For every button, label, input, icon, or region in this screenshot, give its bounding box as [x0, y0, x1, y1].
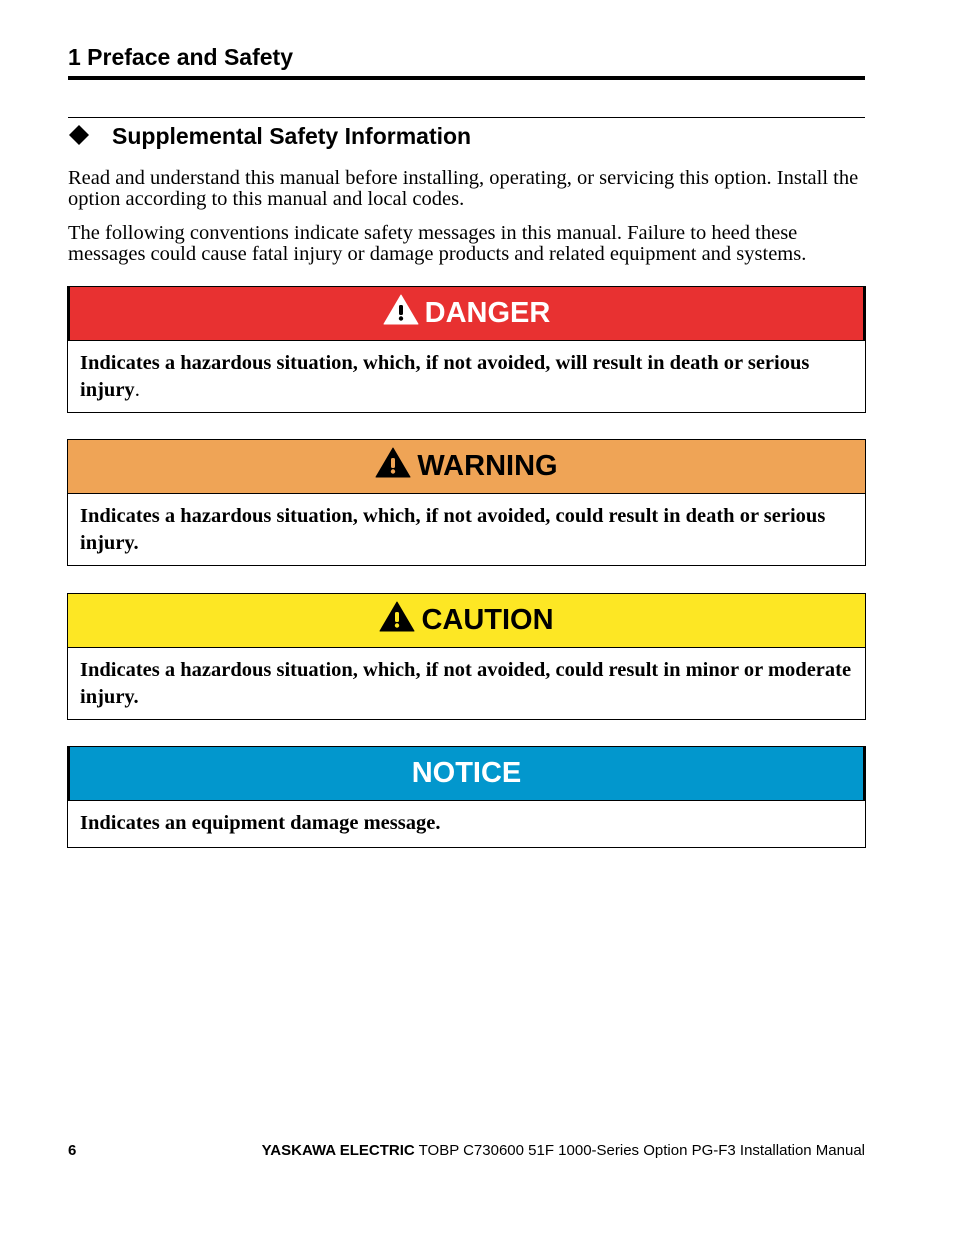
intro-paragraph: Read and understand this manual before installing, operating, or servicing this option. Install the option according to this manual and local codes. [68, 167, 859, 210]
conventions-paragraph: The following conventions indicate safety messages in this manual. Failure to heed these messages could cause fatal injury or damage products and related equipment and systems. [68, 222, 807, 265]
warning-body: Indicates a hazardous situation, which, if not avoided, could result in death or serious injury. [80, 505, 826, 554]
caution-box [67, 593, 866, 720]
chapter-title: 1 Preface and Safety [68, 44, 294, 70]
page-number: 6 [68, 1142, 77, 1159]
warning-box [67, 439, 866, 566]
section-rule [68, 117, 865, 118]
diamond-bullet-icon [68, 124, 90, 150]
footer-manual-title [262, 1142, 865, 1159]
warning-header [68, 440, 865, 494]
notice-box [67, 746, 866, 848]
footer-brand: YASKAWA ELECTRIC [261, 1142, 415, 1159]
caution-label: CAUTION [421, 604, 554, 636]
danger-header [68, 287, 865, 341]
chapter-rule [68, 76, 865, 80]
warning-triangle-icon [379, 601, 415, 640]
notice-header [68, 747, 865, 801]
caution-header [68, 594, 865, 648]
footer-manual-name: TOBP C730600 51F 1000-Series Option PG-F3 Installation Manual [414, 1142, 865, 1159]
danger-box [67, 286, 866, 413]
notice-body: Indicates an equipment damage message. [80, 812, 441, 834]
warning-triangle-icon [375, 447, 411, 486]
danger-text: Indicates a hazardous situation, which, if not avoided, will result in death or serious injury [80, 352, 810, 401]
section-heading [68, 123, 865, 150]
danger-label: DANGER [424, 297, 551, 329]
danger-trailing: . [134, 379, 140, 401]
section-heading-text: Supplemental Safety Information [112, 123, 472, 149]
warning-label: WARNING [417, 450, 558, 482]
notice-label: NOTICE [411, 757, 522, 789]
warning-triangle-icon [383, 294, 419, 333]
danger-body [68, 341, 865, 412]
caution-body: Indicates a hazardous situation, which, if not avoided, could result in minor or moderate injury. [80, 659, 852, 708]
